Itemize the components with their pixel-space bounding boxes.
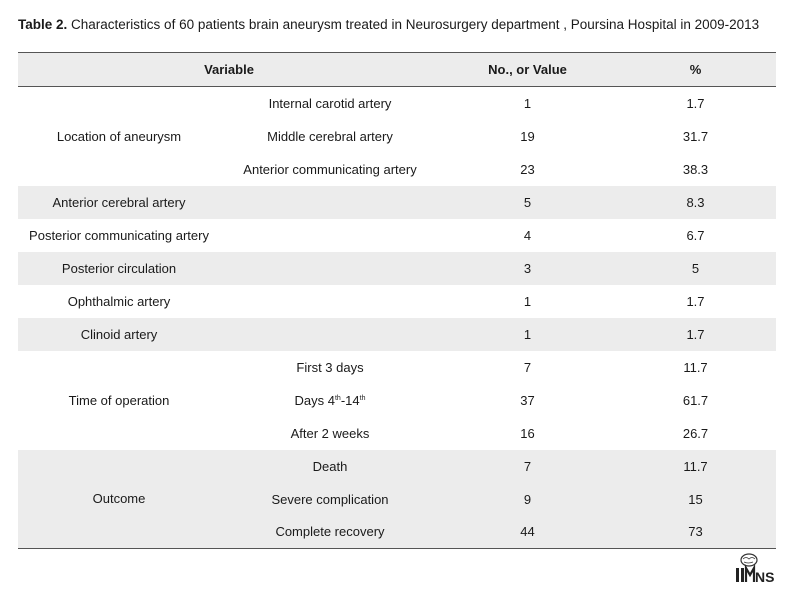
variable-cell: Clinoid artery [80,326,158,342]
sub-variable-text: Days 4 [294,392,335,408]
sub-variable [220,219,440,252]
sub-variable [220,252,440,285]
value-cell: 7 [440,450,615,483]
percent-cell: 26.7 [615,417,776,450]
sub-variable: Complete recovery [220,516,440,549]
sub-variable [220,186,440,219]
header-row [18,53,776,87]
table-row [18,450,776,483]
logo-text: NS [755,569,775,585]
sub-variable: After 2 weeks [220,417,440,450]
sub-variable: Anterior communicating artery [220,153,440,186]
value-cell: 4 [523,227,532,243]
value-cell: 19 [440,120,615,153]
percent-cell: 1.7 [686,326,705,342]
header-value: No., or Value [440,53,615,87]
header-variable: Variable [18,53,440,87]
group-label: Time of operation [18,351,220,450]
table-row [18,351,776,384]
sub-variable: Middle cerebral artery [220,120,440,153]
sub-variable [220,384,440,417]
sub-variable: Internal carotid artery [220,87,440,120]
brain-logo-icon [733,551,779,585]
superscript: th [359,394,366,402]
percent-cell: 8.3 [686,194,705,210]
percent-cell: 5 [691,260,700,276]
table-title: Characteristics of 60 patients brain aneurysm treated in Neurosurgery department , Poursina Hospital in 2009-2013 [67,17,760,32]
group-label: Location of aneurysm [18,87,220,186]
percent-cell: 11.7 [615,351,776,384]
sub-variable: Severe complication [220,483,440,516]
percent-cell: 11.7 [615,450,776,483]
sub-variable: Death [220,450,440,483]
variable-cell: Anterior cerebral artery [52,194,186,210]
table-row [18,186,776,219]
value-cell: 23 [440,153,615,186]
percent-cell: 73 [615,516,776,549]
value-cell: 9 [440,483,615,516]
sub-variable-text: -14 [340,392,360,408]
table-label: Table 2. [18,17,68,32]
percent-cell: 61.7 [615,384,776,417]
value-cell: 44 [440,516,615,549]
sub-variable [220,318,440,351]
group-label: Outcome [18,450,220,549]
percent-cell: 15 [615,483,776,516]
table-caption [18,17,759,32]
table-row [18,318,776,351]
sub-variable: First 3 days [220,351,440,384]
table-row [18,252,776,285]
percent-cell: 38.3 [615,153,776,186]
value-cell: 5 [523,194,532,210]
value-cell: 3 [523,260,532,276]
sub-variable [220,285,440,318]
journal-logo [733,551,779,585]
header-percent: % [615,53,776,87]
value-cell: 16 [440,417,615,450]
value-cell: 1 [440,87,615,120]
variable-cell: Ophthalmic artery [67,293,171,309]
percent-cell: 6.7 [686,227,705,243]
value-cell: 7 [440,351,615,384]
value-cell: 1 [523,293,532,309]
table-row [18,285,776,318]
table-row [18,87,776,120]
table-row [18,219,776,252]
variable-cell: Posterior circulation [61,260,177,276]
variable-cell: Posterior communicating artery [29,227,209,243]
percent-cell: 31.7 [615,120,776,153]
superscript: th [334,394,341,402]
percent-cell: 1.7 [615,87,776,120]
characteristics-table [18,52,776,549]
value-cell: 37 [440,384,615,417]
percent-cell: 1.7 [686,293,705,309]
value-cell: 1 [523,326,532,342]
